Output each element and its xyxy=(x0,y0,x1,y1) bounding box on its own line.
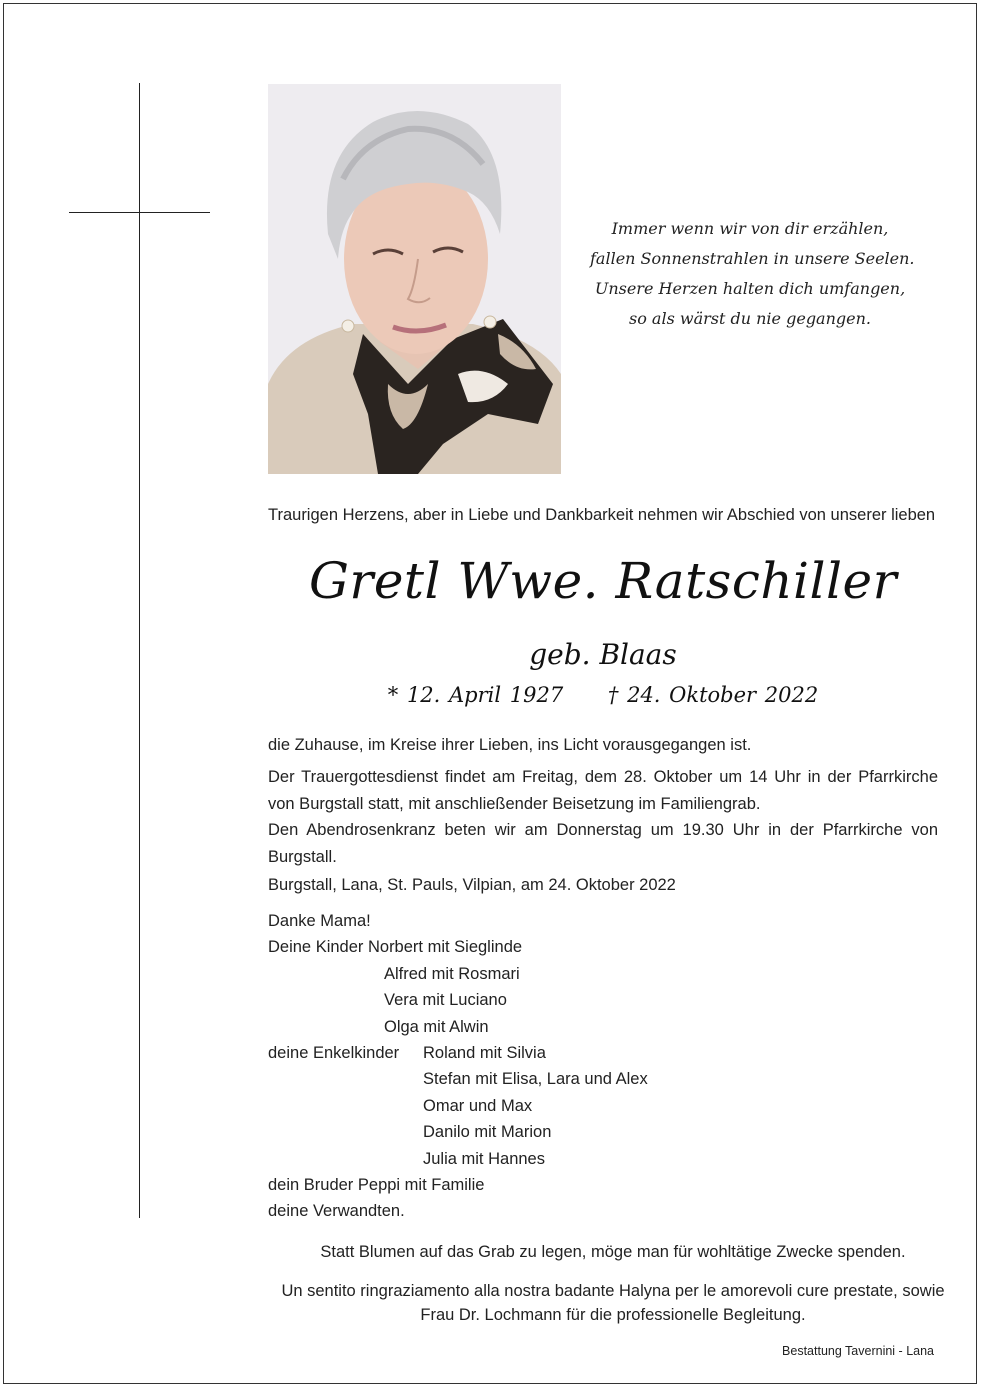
poem-line: Unsere Herzen halten dich umfangen, xyxy=(594,279,906,298)
flowers-note: Statt Blumen auf das Grab zu legen, möge man für wohltätige Zwecke spenden. xyxy=(320,1243,906,1261)
grandchild-entry: Danilo mit Marion xyxy=(423,1123,552,1142)
intro-text: Traurigen Herzens, aber in Liebe und Dankbarkeit nehmen wir Abschied von unserer lieben xyxy=(268,506,936,524)
portrait-photo xyxy=(268,84,561,474)
place-date: Burgstall, Lana, St. Pauls, Vilpian, am 24. Oktober 2022 xyxy=(268,876,676,894)
grandchild-entry: Omar und Max xyxy=(423,1096,533,1115)
death-date: † 24. Oktober 2022 xyxy=(607,683,819,707)
passing-text: die Zuhause, im Kreise ihrer Lieben, ins Licht vorausgegangen ist. xyxy=(268,736,752,754)
child-entry: Alfred mit Rosmari xyxy=(384,964,520,983)
child-entry: Vera mit Luciano xyxy=(384,991,507,1010)
service-text: Der Trauergottesdienst findet am Freitag, dem 28. Oktober um 14 Uhr in der Pfarrkirche von Burgstall statt, mit anschließender Beisetzung im Familiengrab. xyxy=(268,768,938,813)
service-info xyxy=(268,764,938,870)
life-dates xyxy=(268,683,938,707)
birth-date: * 12. April 1927 xyxy=(387,683,564,707)
grandchild-entry: Julia mit Hannes xyxy=(423,1149,545,1168)
deceased-name: Gretl Wwe. Ratschiller xyxy=(308,552,897,610)
poem xyxy=(590,214,915,334)
birth-name: geb. Blaas xyxy=(529,638,677,671)
cross-horizontal-bar xyxy=(69,212,210,213)
grandchildren-label: deine Enkelkinder xyxy=(268,1043,400,1062)
cross-vertical-bar xyxy=(139,83,140,1218)
child-entry: Olga mit Alwin xyxy=(384,1017,489,1036)
poem-line: Immer wenn wir von dir erzählen, xyxy=(611,219,889,238)
brother-line: dein Bruder Peppi mit Familie xyxy=(268,1175,485,1194)
danke-line: Danke Mama! xyxy=(268,912,371,930)
undertaker-credit: Bestattung Tavernini - Lana xyxy=(782,1344,934,1358)
relatives-line: deine Verwandten. xyxy=(268,1202,405,1221)
grandchild-entry: Roland mit Silvia xyxy=(423,1043,546,1062)
poem-line: so als wärst du nie gegangen. xyxy=(629,309,871,328)
poem-line: fallen Sonnenstrahlen in unsere Seelen. xyxy=(590,249,915,268)
mourners-list xyxy=(268,908,938,1225)
children-label: Deine Kinder Norbert mit Sieglinde xyxy=(268,938,523,957)
rosary-text: Den Abendrosenkranz beten wir am Donnerstag um 19.30 Uhr in der Pfarrkirche von Burgstall. xyxy=(268,821,938,866)
portrait-illustration xyxy=(268,84,561,474)
thanks-note: Un sentito ringraziamento alla nostra badante Halyna per le amorevoli cure prestate, sowie Frau Dr. Lochmann für die professionelle Begleitung. xyxy=(281,1282,945,1324)
grandchild-entry: Stefan mit Elisa, Lara und Alex xyxy=(423,1070,648,1089)
